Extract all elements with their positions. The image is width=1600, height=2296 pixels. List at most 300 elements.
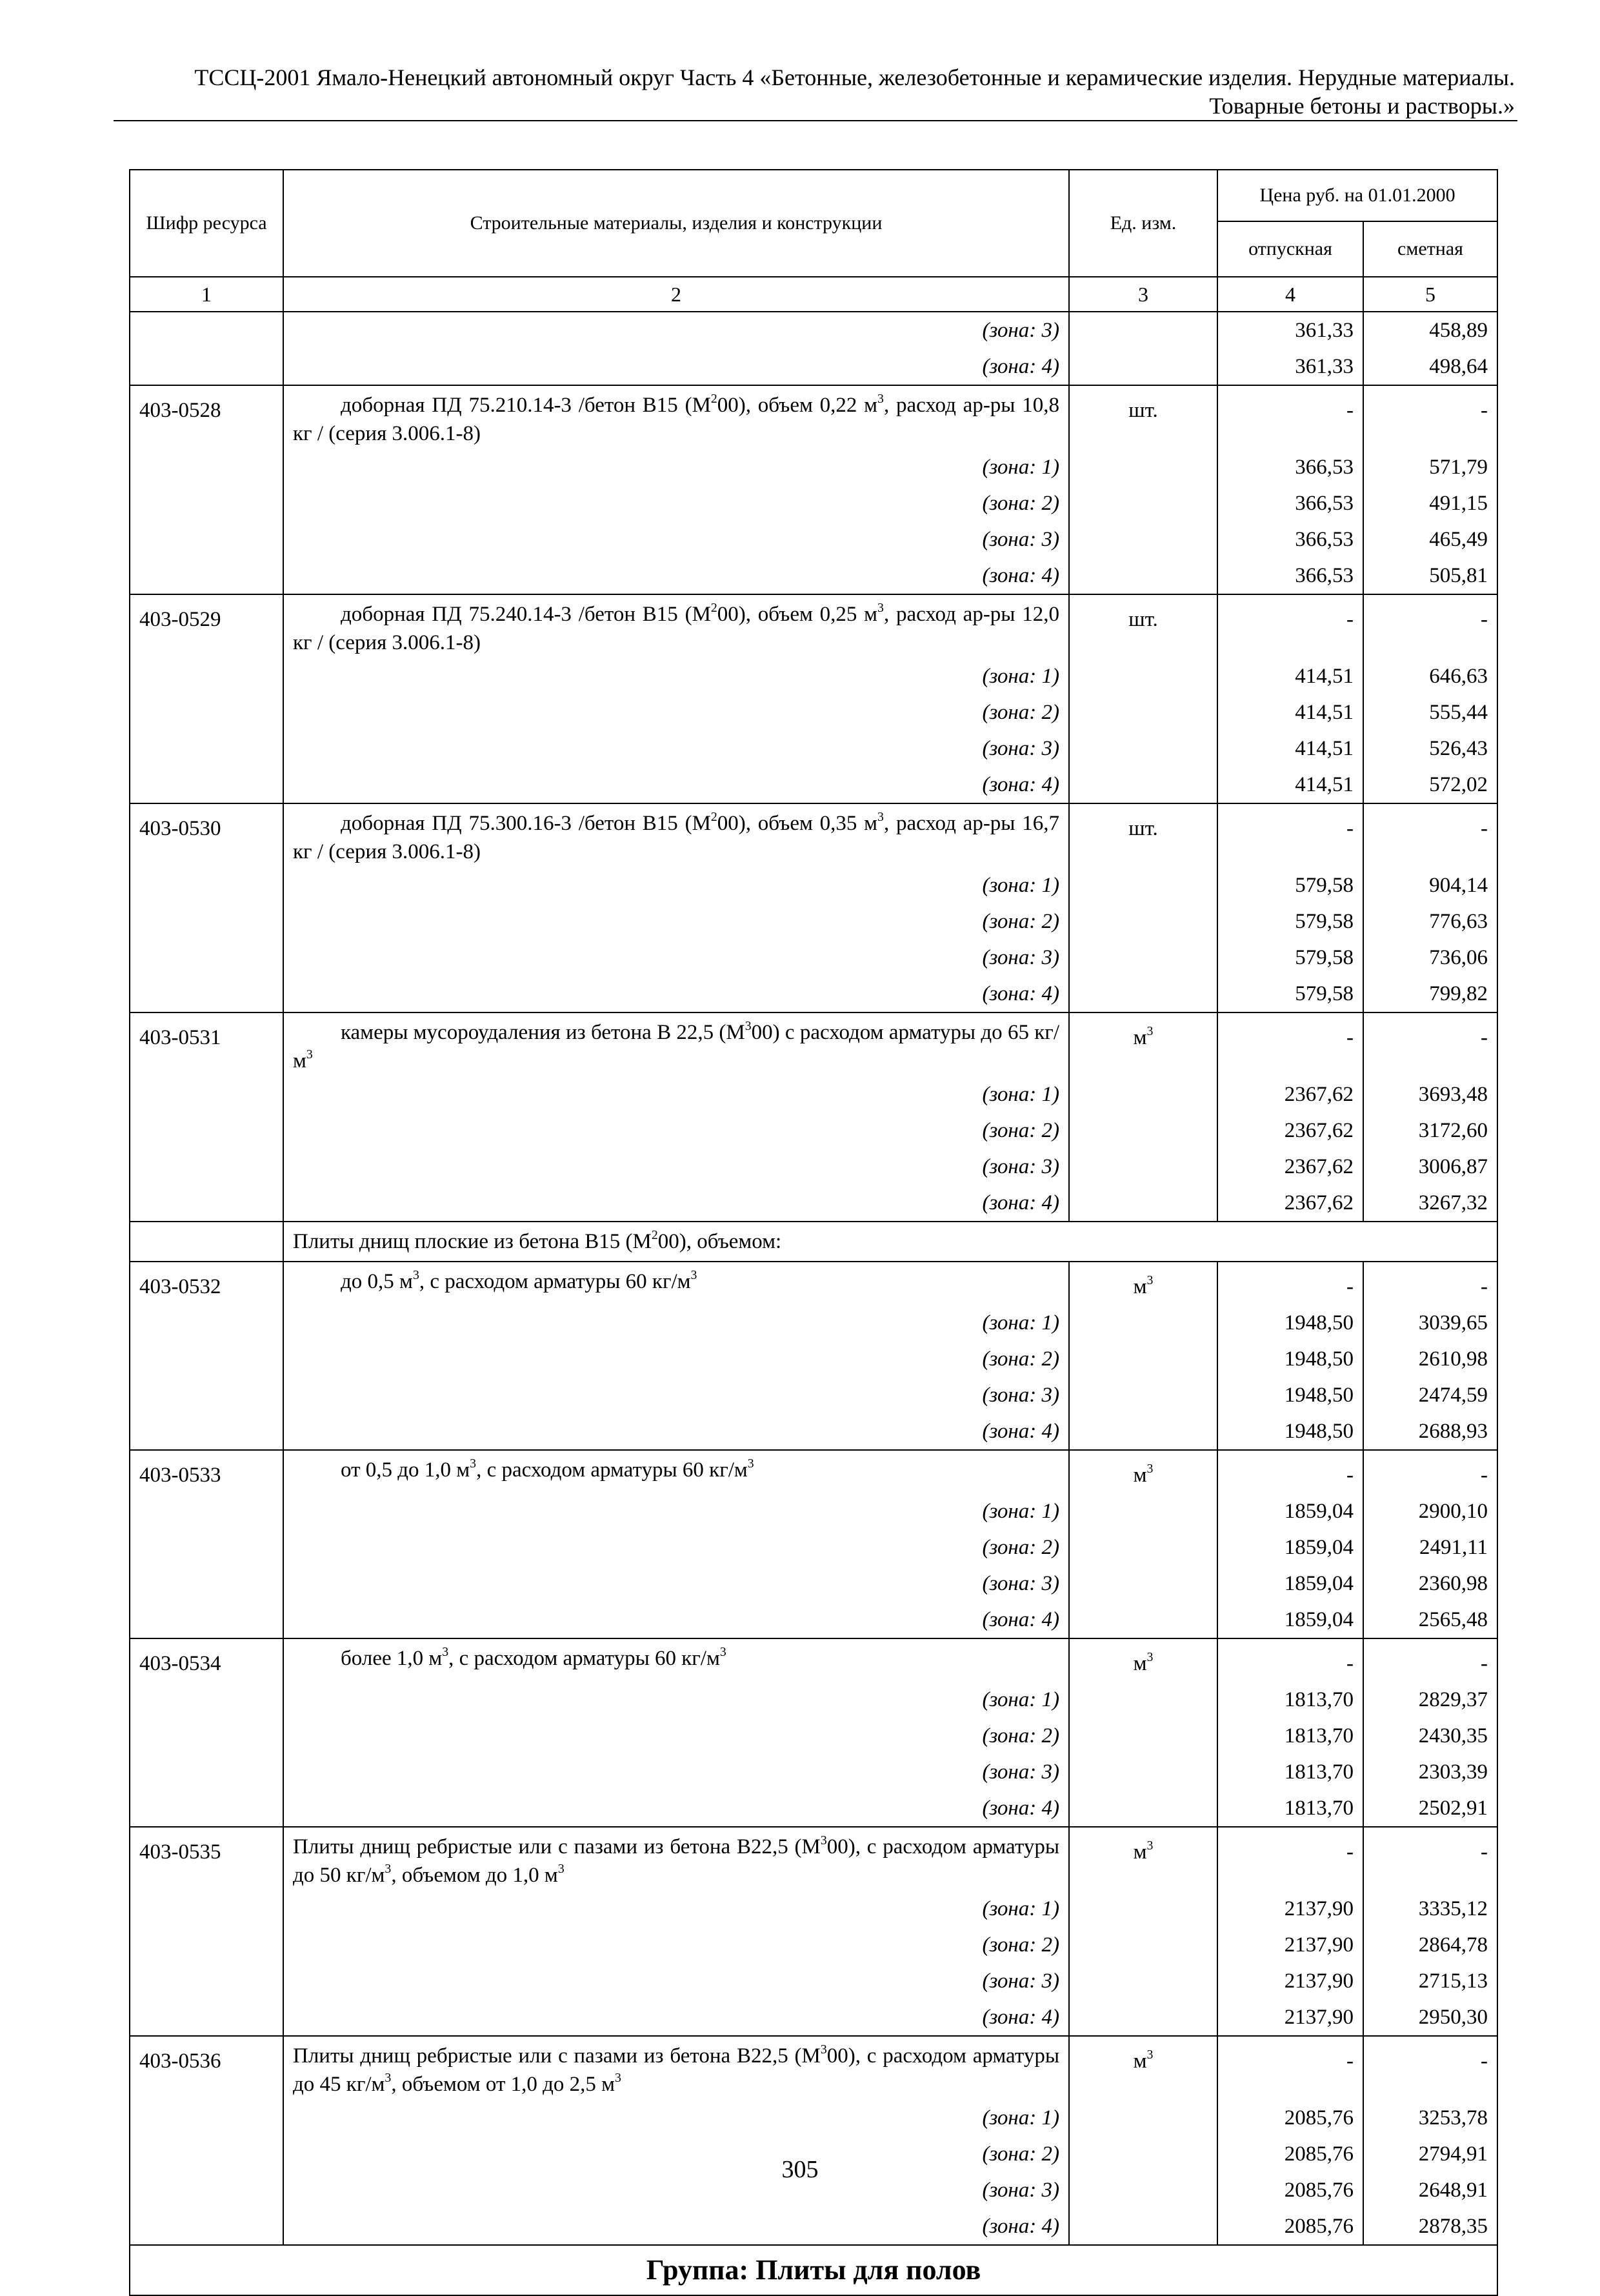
resource-code-empty <box>130 1113 283 1149</box>
estimate-price: 776,63 <box>1363 903 1497 940</box>
estimate-price: 491,15 <box>1363 485 1497 521</box>
table-row-zone <box>130 1566 1497 1602</box>
release-price: - <box>1217 594 1363 658</box>
release-price: 1813,70 <box>1217 1718 1363 1754</box>
estimate-price: 465,49 <box>1363 521 1497 558</box>
unit-empty <box>1069 976 1217 1012</box>
item-description-text: до 0,5 $м^3$, с расходом арматуры 60 $кг/м^3$ <box>341 1268 697 1293</box>
table-row-item <box>130 594 1497 658</box>
resource-code-empty <box>130 1305 283 1341</box>
running-header <box>115 63 1515 120</box>
resource-code-empty <box>130 730 283 767</box>
zone-label: (зона: 4) <box>283 1790 1069 1827</box>
estimate-price: 2648,91 <box>1363 2172 1497 2208</box>
resource-code-empty <box>130 1718 283 1754</box>
zone-label: (зона: 3) <box>283 1149 1069 1185</box>
unit-of-measure: шт. <box>1069 803 1217 867</box>
resource-code-empty <box>130 1529 283 1566</box>
item-description <box>283 1827 1069 1891</box>
zone-label: (зона: 2) <box>283 1113 1069 1149</box>
resource-code-empty <box>130 1999 283 2036</box>
column-number: 1 <box>130 277 283 312</box>
zone-label: (зона: 3) <box>283 1377 1069 1413</box>
table-row-zone <box>130 1927 1497 1963</box>
resource-code-empty <box>130 1149 283 1185</box>
table-row-zone <box>130 1113 1497 1149</box>
resource-code-empty <box>130 694 283 730</box>
release-price: 2085,76 <box>1217 2100 1363 2136</box>
estimate-price: 799,82 <box>1363 976 1497 1012</box>
estimate-price: 526,43 <box>1363 730 1497 767</box>
resource-code-empty <box>130 940 283 976</box>
zone-label: (зона: 4) <box>283 2208 1069 2245</box>
release-price: - <box>1217 1012 1363 1076</box>
unit-empty <box>1069 867 1217 903</box>
unit-of-measure: $м^3$ <box>1069 1262 1217 1305</box>
zone-label: (зона: 1) <box>283 2100 1069 2136</box>
table-row-item <box>130 2036 1497 2100</box>
release-price: 2367,62 <box>1217 1113 1363 1149</box>
estimate-price: 3253,78 <box>1363 2100 1497 2136</box>
resource-code-empty <box>130 1891 283 1927</box>
resource-code-empty <box>130 312 283 348</box>
header-price: Цена руб. на 01.01.2000 <box>1217 170 1497 221</box>
unit-empty <box>1069 940 1217 976</box>
zone-label: (зона: 4) <box>283 1413 1069 1450</box>
zone-label: (зона: 1) <box>283 1682 1069 1718</box>
resource-code-empty <box>130 1413 283 1450</box>
estimate-price: 646,63 <box>1363 658 1497 694</box>
estimate-price: 2303,39 <box>1363 1754 1497 1790</box>
release-price: - <box>1217 2036 1363 2100</box>
item-description <box>283 1638 1069 1682</box>
item-description-text: более 1,0 $м^3$, с расходом арматуры 60 $кг/м^3$ <box>341 1645 726 1670</box>
estimate-price: 2900,10 <box>1363 1493 1497 1529</box>
resource-code-empty <box>130 348 283 385</box>
running-header-line-2: Товарные бетоны и растворы.» <box>1209 93 1515 119</box>
resource-code-empty <box>130 1076 283 1113</box>
running-header-line-1: ТССЦ-2001 Ямало-Ненецкий автономный округ Часть 4 «Бетонные, железобетонные и керамические изделия. Нерудные материалы. <box>194 65 1515 90</box>
zone-label: (зона: 3) <box>283 1566 1069 1602</box>
table-row-zone <box>130 1493 1497 1529</box>
resource-code-empty <box>130 2208 283 2245</box>
release-price: 1859,04 <box>1217 1602 1363 1638</box>
release-price: - <box>1217 1262 1363 1305</box>
resource-code-empty <box>130 2100 283 2136</box>
column-number: 2 <box>283 277 1069 312</box>
release-price: 2085,76 <box>1217 2208 1363 2245</box>
release-price: 366,53 <box>1217 558 1363 594</box>
release-price: 1813,70 <box>1217 1790 1363 1827</box>
release-price: 366,53 <box>1217 449 1363 485</box>
estimate-price: 2360,98 <box>1363 1566 1497 1602</box>
table-row-zone <box>130 1891 1497 1927</box>
unit-empty <box>1069 558 1217 594</box>
resource-code: 403-0532 <box>130 1262 283 1305</box>
estimate-price: 572,02 <box>1363 767 1497 803</box>
zone-label: (зона: 4) <box>283 558 1069 594</box>
unit-empty <box>1069 1377 1217 1413</box>
table-row-item <box>130 1450 1497 1493</box>
table-row-zone <box>130 558 1497 594</box>
table-row-zone <box>130 449 1497 485</box>
table-row-zone <box>130 312 1497 348</box>
table-row-section <box>130 1222 1497 1262</box>
release-price: 2367,62 <box>1217 1185 1363 1222</box>
resource-code-empty <box>130 449 283 485</box>
unit-empty <box>1069 1602 1217 1638</box>
zone-label: (зона: 2) <box>283 694 1069 730</box>
estimate-price: - <box>1363 1450 1497 1493</box>
zone-label: (зона: 2) <box>283 903 1069 940</box>
resource-code: 403-0529 <box>130 594 283 658</box>
zone-label: (зона: 1) <box>283 1305 1069 1341</box>
unit-of-measure: $м^3$ <box>1069 1827 1217 1891</box>
unit-empty <box>1069 1754 1217 1790</box>
estimate-price: - <box>1363 1638 1497 1682</box>
table-row-zone <box>130 658 1497 694</box>
unit-empty <box>1069 521 1217 558</box>
release-price: 366,53 <box>1217 485 1363 521</box>
table-row-zone <box>130 2208 1497 2245</box>
item-description <box>283 803 1069 867</box>
estimate-price: 571,79 <box>1363 449 1497 485</box>
unit-of-measure: $м^3$ <box>1069 2036 1217 2100</box>
unit-empty <box>1069 1790 1217 1827</box>
resource-code: 403-0530 <box>130 803 283 867</box>
release-price: 1948,50 <box>1217 1341 1363 1377</box>
unit-empty <box>1069 694 1217 730</box>
estimate-price: - <box>1363 594 1497 658</box>
zone-label: (зона: 1) <box>283 658 1069 694</box>
table-row-zone <box>130 1076 1497 1113</box>
price-table <box>129 169 1498 2296</box>
table-row-group <box>130 2245 1497 2295</box>
release-price: 579,58 <box>1217 976 1363 1012</box>
resource-code-empty <box>130 1222 283 1262</box>
table-row-zone <box>130 485 1497 521</box>
estimate-price: 3693,48 <box>1363 1076 1497 1113</box>
table-row-zone <box>130 1341 1497 1377</box>
estimate-price: 2794,91 <box>1363 2136 1497 2172</box>
zone-label: (зона: 2) <box>283 1341 1069 1377</box>
table-row-item <box>130 1262 1497 1305</box>
zone-label: (зона: 4) <box>283 767 1069 803</box>
release-price: 1859,04 <box>1217 1493 1363 1529</box>
estimate-price: 3039,65 <box>1363 1305 1497 1341</box>
estimate-price: 904,14 <box>1363 867 1497 903</box>
table-row-zone <box>130 730 1497 767</box>
table-row-zone <box>130 1718 1497 1754</box>
estimate-price: 3172,60 <box>1363 1113 1497 1149</box>
item-description-text: Плиты днищ ребристые или с пазами из бетона В22,5 $(М^300)$, с расходом арматуры до 45 $кг/м^3$, объемом от 1,0 до 2,5 $м^3$ <box>293 2042 1060 2096</box>
header-name: Строительные материалы, изделия и конструкции <box>283 170 1069 277</box>
unit-empty <box>1069 2100 1217 2136</box>
zone-label: (зона: 4) <box>283 976 1069 1012</box>
release-price: 2137,90 <box>1217 1927 1363 1963</box>
table-row-zone <box>130 1682 1497 1718</box>
unit-empty <box>1069 1149 1217 1185</box>
table-row-item <box>130 1827 1497 1891</box>
zone-label: (зона: 1) <box>283 1891 1069 1927</box>
resource-code-empty <box>130 1963 283 1999</box>
estimate-price: 505,81 <box>1363 558 1497 594</box>
table-row-zone <box>130 1790 1497 1827</box>
zone-label: (зона: 4) <box>283 1602 1069 1638</box>
zone-label: (зона: 4) <box>283 1185 1069 1222</box>
resource-code-empty <box>130 767 283 803</box>
unit-empty <box>1069 449 1217 485</box>
zone-label: (зона: 3) <box>283 2172 1069 2208</box>
estimate-price: 2502,91 <box>1363 1790 1497 1827</box>
resource-code: 403-0534 <box>130 1638 283 1682</box>
zone-label: (зона: 3) <box>283 1963 1069 1999</box>
estimate-price: 736,06 <box>1363 940 1497 976</box>
unit-empty <box>1069 767 1217 803</box>
estimate-price: 458,89 <box>1363 312 1497 348</box>
table-row-zone <box>130 976 1497 1012</box>
table-row-zone <box>130 940 1497 976</box>
unit-empty <box>1069 1566 1217 1602</box>
table-row-zone <box>130 1999 1497 2036</box>
resource-code: 403-0535 <box>130 1827 283 1891</box>
resource-code-empty <box>130 1927 283 1963</box>
resource-code-empty <box>130 521 283 558</box>
section-heading: Плиты днищ плоские из бетона В15 $(М^200)$, объемом: <box>283 1222 1497 1262</box>
item-description-text: от 0,5 до 1,0 $м^3$, с расходом арматуры 60 $кг/м^3$ <box>341 1456 754 1482</box>
release-price: - <box>1217 1450 1363 1493</box>
zone-label: (зона: 2) <box>283 485 1069 521</box>
zone-label: (зона: 3) <box>283 312 1069 348</box>
header-estimate-price: сметная <box>1363 221 1497 277</box>
unit-empty <box>1069 1076 1217 1113</box>
table-row-item <box>130 803 1497 867</box>
zone-label: (зона: 4) <box>283 1999 1069 2036</box>
unit-empty <box>1069 1413 1217 1450</box>
unit-empty <box>1069 1963 1217 1999</box>
table-row-item <box>130 1012 1497 1076</box>
unit-empty <box>1069 1718 1217 1754</box>
unit-empty <box>1069 658 1217 694</box>
estimate-price: 2474,59 <box>1363 1377 1497 1413</box>
item-description-text: камеры мусороудаления из бетона В 22,5 $(М^300)$ с расходом арматуры до 65 $кг/м^3$ <box>293 1019 1059 1072</box>
release-price: 579,58 <box>1217 903 1363 940</box>
unit-empty <box>1069 485 1217 521</box>
resource-code: 403-0536 <box>130 2036 283 2100</box>
estimate-price: 3335,12 <box>1363 1891 1497 1927</box>
table-row-zone <box>130 1963 1497 1999</box>
resource-code-empty <box>130 1602 283 1638</box>
release-price: - <box>1217 803 1363 867</box>
page-number: 305 <box>781 2156 819 2183</box>
estimate-price: - <box>1363 2036 1497 2100</box>
resource-code-empty <box>130 658 283 694</box>
table-row-zone <box>130 1149 1497 1185</box>
release-price: - <box>1217 1638 1363 1682</box>
estimate-price: 3006,87 <box>1363 1149 1497 1185</box>
table-row-zone <box>130 1754 1497 1790</box>
item-description <box>283 1012 1069 1076</box>
release-price: 414,51 <box>1217 658 1363 694</box>
release-price: 579,58 <box>1217 940 1363 976</box>
estimate-price: 2610,98 <box>1363 1341 1497 1377</box>
release-price: 2137,90 <box>1217 1999 1363 2036</box>
zone-label: (зона: 2) <box>283 1927 1069 1963</box>
zone-label: (зона: 2) <box>283 1718 1069 1754</box>
resource-code-empty <box>130 1493 283 1529</box>
table-row-zone <box>130 1529 1497 1566</box>
resource-code-empty <box>130 1754 283 1790</box>
zone-label: (зона: 1) <box>283 867 1069 903</box>
release-price: 1948,50 <box>1217 1413 1363 1450</box>
release-price: 1948,50 <box>1217 1305 1363 1341</box>
unit-empty <box>1069 1682 1217 1718</box>
unit-of-measure: шт. <box>1069 594 1217 658</box>
release-price: 414,51 <box>1217 730 1363 767</box>
resource-code-empty <box>130 1185 283 1222</box>
table-row-zone <box>130 1185 1497 1222</box>
unit-empty <box>1069 348 1217 385</box>
release-price: 2085,76 <box>1217 2136 1363 2172</box>
table-row-zone <box>130 521 1497 558</box>
unit-empty <box>1069 312 1217 348</box>
release-price: 414,51 <box>1217 694 1363 730</box>
estimate-price: - <box>1363 1827 1497 1891</box>
header-unit: Ед. изм. <box>1069 170 1217 277</box>
release-price: 2137,90 <box>1217 1963 1363 1999</box>
item-description-text: доборная ПД 75.210.14-3 /бетон В15 $(М^200)$, объем 0,22 $м^3$, расход ар-ры 10,8 кг / (серия 3.006.1-8) <box>293 392 1059 445</box>
estimate-price: 555,44 <box>1363 694 1497 730</box>
zone-label: (зона: 1) <box>283 449 1069 485</box>
release-price: 1813,70 <box>1217 1754 1363 1790</box>
release-price: - <box>1217 385 1363 449</box>
table-row-zone <box>130 903 1497 940</box>
column-number: 5 <box>1363 277 1497 312</box>
resource-code-empty <box>130 1377 283 1413</box>
zone-label: (зона: 4) <box>283 348 1069 385</box>
estimate-price: 3267,32 <box>1363 1185 1497 1222</box>
release-price: 366,53 <box>1217 521 1363 558</box>
unit-empty <box>1069 1113 1217 1149</box>
table-row-item <box>130 1638 1497 1682</box>
estimate-price: 2878,35 <box>1363 2208 1497 2245</box>
release-price: 1859,04 <box>1217 1566 1363 1602</box>
resource-code-empty <box>130 1341 283 1377</box>
resource-code-empty <box>130 1682 283 1718</box>
item-description <box>283 2036 1069 2100</box>
resource-code-empty <box>130 976 283 1012</box>
release-price: 414,51 <box>1217 767 1363 803</box>
unit-empty <box>1069 903 1217 940</box>
estimate-price: 2829,37 <box>1363 1682 1497 1718</box>
header-rule <box>114 120 1517 121</box>
resource-code: 403-0528 <box>130 385 283 449</box>
item-description <box>283 1262 1069 1305</box>
item-description-text: доборная ПД 75.300.16-3 /бетон В15 $(М^200)$, объем 0,35 $м^3$, расход ар-ры 16,7 кг / (серия 3.006.1-8) <box>293 810 1059 863</box>
zone-label: (зона: 2) <box>283 2136 1069 2172</box>
estimate-price: 2715,13 <box>1363 1963 1497 1999</box>
estimate-price: 2864,78 <box>1363 1927 1497 1963</box>
release-price: - <box>1217 1827 1363 1891</box>
unit-empty <box>1069 1891 1217 1927</box>
resource-code-empty <box>130 867 283 903</box>
item-description <box>283 594 1069 658</box>
resource-code-empty <box>130 1790 283 1827</box>
estimate-price: - <box>1363 385 1497 449</box>
release-price: 1813,70 <box>1217 1682 1363 1718</box>
resource-code-empty <box>130 903 283 940</box>
table-row-zone <box>130 694 1497 730</box>
estimate-price: 498,64 <box>1363 348 1497 385</box>
unit-empty <box>1069 1493 1217 1529</box>
zone-label: (зона: 3) <box>283 730 1069 767</box>
estimate-price: - <box>1363 1012 1497 1076</box>
release-price: 579,58 <box>1217 867 1363 903</box>
unit-of-measure: шт. <box>1069 385 1217 449</box>
unit-empty <box>1069 1341 1217 1377</box>
release-price: 2367,62 <box>1217 1076 1363 1113</box>
unit-empty <box>1069 1999 1217 2036</box>
release-price: 1859,04 <box>1217 1529 1363 1566</box>
table-row-zone <box>130 1377 1497 1413</box>
price-table-container <box>129 169 1497 2296</box>
table-row-zone <box>130 348 1497 385</box>
table-row-zone <box>130 2100 1497 2136</box>
item-description-text: доборная ПД 75.240.14-3 /бетон В15 $(М^200)$, объем 0,25 $м^3$, расход ар-ры 12,0 кг / (серия 3.006.1-8) <box>293 601 1059 654</box>
zone-label: (зона: 1) <box>283 1493 1069 1529</box>
unit-of-measure: $м^3$ <box>1069 1638 1217 1682</box>
estimate-price: - <box>1363 803 1497 867</box>
resource-code: 403-0531 <box>130 1012 283 1076</box>
table-row-zone <box>130 1305 1497 1341</box>
release-price: 2137,90 <box>1217 1891 1363 1927</box>
unit-empty <box>1069 1185 1217 1222</box>
zone-label: (зона: 3) <box>283 1754 1069 1790</box>
unit-empty <box>1069 1529 1217 1566</box>
item-description <box>283 385 1069 449</box>
release-price: 2367,62 <box>1217 1149 1363 1185</box>
release-price: 2085,76 <box>1217 2172 1363 2208</box>
resource-code-empty <box>130 1566 283 1602</box>
resource-code: 403-0533 <box>130 1450 283 1493</box>
zone-label: (зона: 3) <box>283 940 1069 976</box>
release-price: 361,33 <box>1217 312 1363 348</box>
estimate-price: 2688,93 <box>1363 1413 1497 1450</box>
item-description <box>283 1450 1069 1493</box>
column-number: 3 <box>1069 277 1217 312</box>
unit-empty <box>1069 730 1217 767</box>
header-release-price: отпускная <box>1217 221 1363 277</box>
release-price: 361,33 <box>1217 348 1363 385</box>
item-description-text: Плиты днищ ребристые или с пазами из бетона В22,5 $(М^300)$, с расходом арматуры до 50 $кг/м^3$, объемом до 1,0 $м^3$ <box>293 1833 1060 1887</box>
group-heading: Группа: Плиты для полов <box>130 2245 1497 2295</box>
resource-code-empty <box>130 558 283 594</box>
unit-empty <box>1069 1305 1217 1341</box>
estimate-price: 2491,11 <box>1363 1529 1497 1566</box>
table-row-zone <box>130 1602 1497 1638</box>
resource-code-empty <box>130 485 283 521</box>
zone-label: (зона: 1) <box>283 1076 1069 1113</box>
header-code: Шифр ресурса <box>130 170 283 277</box>
table-row-item <box>130 385 1497 449</box>
table-row-zone <box>130 767 1497 803</box>
estimate-price: 2950,30 <box>1363 1999 1497 2036</box>
unit-of-measure: $м^3$ <box>1069 1450 1217 1493</box>
column-number: 4 <box>1217 277 1363 312</box>
unit-of-measure: $м^3$ <box>1069 1012 1217 1076</box>
release-price: 1948,50 <box>1217 1377 1363 1413</box>
table-row-zone <box>130 1413 1497 1450</box>
